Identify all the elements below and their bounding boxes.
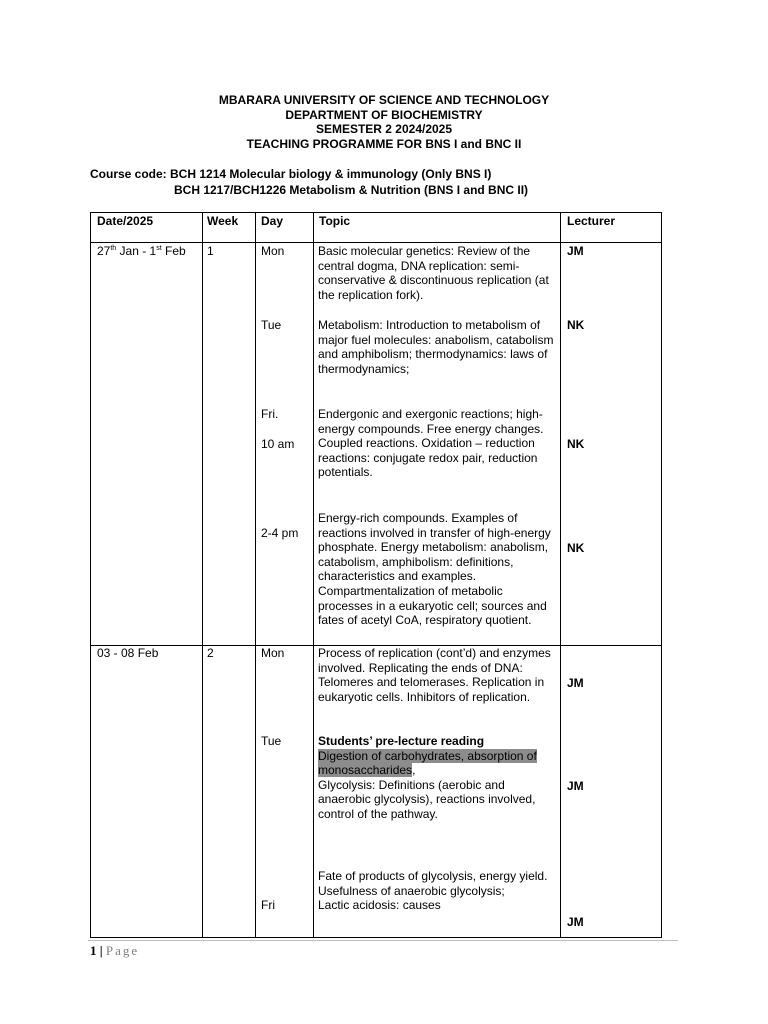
date-ordinal: st [156, 245, 162, 252]
column-divider [313, 213, 314, 937]
week1-tue-topic: Metabolism: Introduction to metabolism of major fuel molecules: anabolism, catabolism and amphibolism; thermodynamics: laws of thermodynamics; [318, 318, 554, 376]
column-divider [202, 213, 203, 937]
week1-fri-topic [318, 407, 556, 480]
university-name: MBARARA UNIVERSITY OF SCIENCE AND TECHNOLOGY [218, 93, 550, 107]
date-start-month: Jan - 1 [116, 244, 157, 258]
header-topic: Topic [319, 214, 351, 228]
department-name: DEPARTMENT OF BIOCHEMISTRY [285, 107, 483, 122]
week2-tue-topic [318, 734, 558, 822]
highlighted-reading: Digestion of carbohydrates, absorption of [318, 748, 537, 763]
week1-number: 1 [207, 244, 214, 258]
topic-line: Glycolysis: Definitions (aerobic and anaerobic glycolysis), reactions involved, control of the pathway. [318, 777, 536, 821]
programme-title: TEACHING PROGRAMME FOR BNS I and BNC II [246, 136, 522, 151]
week1-mon-day: Mon [261, 244, 285, 258]
topic-line: Coupled reactions. Oxidation – reduction reactions: conjugate redox pair, reduction potentials. [318, 436, 538, 480]
header-lecturer: Lecturer [567, 214, 616, 228]
footer-divider [88, 940, 678, 941]
topic-line: Lactic acidosis: causes [318, 898, 441, 913]
week1-tue-day: Tue [261, 318, 282, 332]
date-start-day: 27 [97, 244, 111, 258]
week2-date-range: 03 - 08 Feb [97, 646, 159, 660]
week2-number: 2 [207, 646, 214, 660]
row-divider [91, 242, 661, 243]
topic-line: Usefulness of anaerobic glycolysis; [318, 883, 505, 898]
week1-afternoon-lecturer: NK [567, 541, 585, 555]
document-header [0, 93, 768, 151]
date-end-month: Feb [161, 244, 186, 258]
column-divider [560, 213, 561, 937]
highlighted-reading: monosaccharides [318, 763, 413, 778]
date-ordinal: th [110, 245, 117, 252]
semester-label: SEMESTER 2 2024/2025 [315, 122, 453, 137]
week1-afternoon-day: 2-4 pm [261, 526, 299, 540]
column-divider [255, 213, 256, 937]
week2-fri-topic [318, 869, 556, 913]
week2-mon-topic: Process of replication (cont’d) and enzymes involved. Replicating the ends of DNA: Telomeres and telomerases. Replication in eukaryotic cells. Inhibitors of replication. [318, 646, 551, 704]
course-codes [90, 166, 528, 198]
punctuation: , [412, 763, 416, 778]
page-number: 1 [90, 943, 97, 958]
topic-line: Fate of products of glycolysis, energy yield. [318, 869, 548, 883]
course-code-line-1: Course code: BCH 1214 Molecular biology & immunology (Only BNS I) [90, 167, 492, 181]
week2-mon-lecturer: JM [567, 676, 584, 690]
page-footer [90, 943, 139, 959]
topic-line: Endergonic and exergonic reactions; high-energy compounds. Free energy changes. [318, 407, 544, 436]
course-code-line-2: BCH 1217/BCH1226 Metabolism & Nutrition (BNS I and BNC II) [174, 183, 529, 197]
week1-afternoon-topic: Energy-rich compounds. Examples of reactions involved in transfer of high-energy phosphate. Energy metabolism: anabolism, catabolism, amphibolism: definitions, characteristics and examples. Compartmentalization of metabolic processes in a eukaryotic cell; sources and fates of acetyl CoA, respiratory quotient. [318, 511, 551, 628]
week2-fri-lecturer: JM [567, 915, 584, 929]
week2-mon-day: Mon [261, 646, 285, 660]
header-date: Date/2025 [97, 214, 154, 228]
week2-tue-lecturer: JM [567, 779, 584, 793]
teaching-programme-table [90, 212, 662, 938]
week1-fri-day: Fri. [261, 407, 279, 421]
week2-fri-day: Fri [261, 898, 275, 912]
pre-lecture-reading-heading: Students’ pre-lecture reading [318, 734, 485, 748]
header-day: Day [261, 214, 284, 228]
week2-tue-day: Tue [261, 734, 282, 748]
week1-mon-topic: Basic molecular genetics: Review of the central dogma, DNA replication: semi-conservative & discontinuous replication (at the replication fork). [318, 244, 549, 302]
week1-fri-time: 10 am [261, 437, 295, 451]
week1-fri-lecturer: NK [567, 437, 585, 451]
header-week: Week [207, 214, 239, 228]
week1-date-range [97, 244, 186, 259]
week1-mon-lecturer: JM [567, 244, 584, 258]
week1-tue-lecturer: NK [567, 318, 585, 332]
page-separator: | [96, 943, 106, 958]
page-label: Page [105, 943, 140, 958]
